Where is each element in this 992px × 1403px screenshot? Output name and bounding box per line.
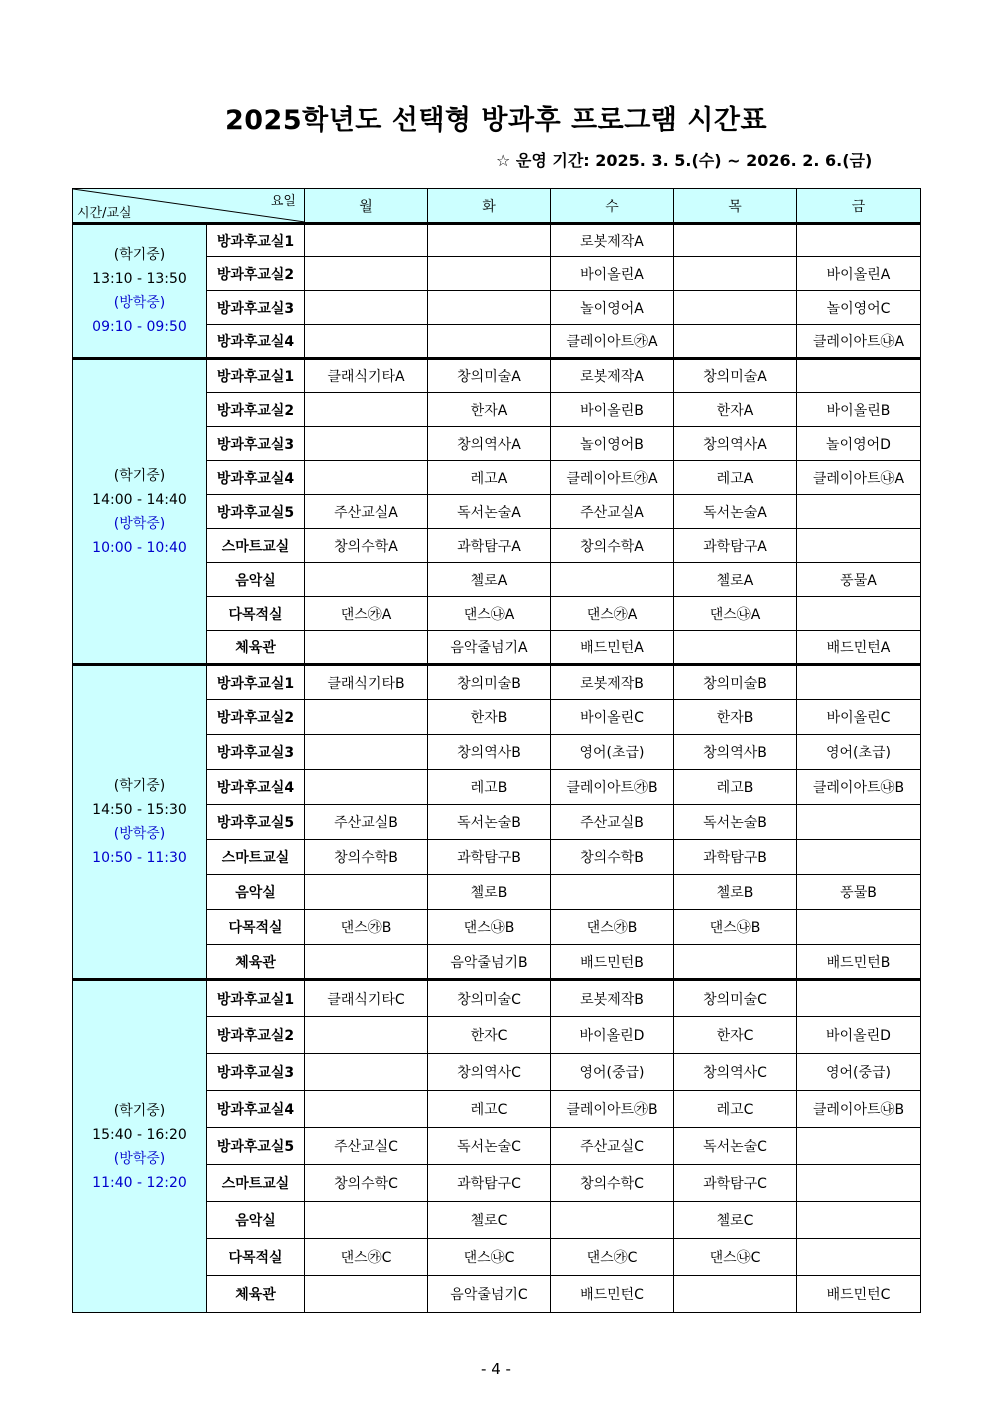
class-cell: 풍물B xyxy=(797,875,921,910)
semester-time: 14:50 - 15:30 xyxy=(92,802,187,818)
class-cell: 첼로A xyxy=(428,563,551,597)
class-cell xyxy=(305,875,428,910)
class-cell: 창의역사C xyxy=(428,1054,551,1091)
room-name-cell: 다목적실 xyxy=(207,1239,305,1276)
vacation-label: (방학중) xyxy=(113,1150,166,1167)
class-cell: 로봇제작B xyxy=(551,980,674,1017)
class-cell: 창의수학B xyxy=(551,840,674,875)
class-cell xyxy=(797,840,921,875)
class-cell: 바이올린A xyxy=(551,257,674,291)
class-cell: 로봇제작A xyxy=(551,224,674,257)
day-header-fri: 금 xyxy=(797,189,921,224)
corner-time-room-label: 시간/교실 xyxy=(77,206,132,221)
class-cell: 첼로C xyxy=(428,1202,551,1239)
class-cell: 댄스㉮B xyxy=(551,910,674,945)
class-cell xyxy=(674,257,797,291)
class-cell: 바이올린C xyxy=(551,700,674,735)
class-cell: 클레이아트㉯B xyxy=(797,770,921,805)
class-cell: 과학탐구C xyxy=(674,1165,797,1202)
class-cell xyxy=(305,1017,428,1054)
class-cell xyxy=(674,945,797,980)
class-cell: 창의역사B xyxy=(428,735,551,770)
class-cell: 클레이아트㉮B xyxy=(551,770,674,805)
class-cell xyxy=(674,631,797,665)
room-name-cell: 방과후교실3 xyxy=(207,427,305,461)
class-cell: 클레이아트㉮B xyxy=(551,1091,674,1128)
class-cell: 창의미술A xyxy=(674,359,797,393)
class-cell xyxy=(305,735,428,770)
vacation-time: 09:10 - 09:50 xyxy=(92,319,187,335)
day-header-thu: 목 xyxy=(674,189,797,224)
class-cell: 댄스㉯A xyxy=(674,597,797,631)
room-name-cell: 음악실 xyxy=(207,875,305,910)
vacation-time: 11:40 - 12:20 xyxy=(92,1174,187,1191)
class-cell: 과학탐구C xyxy=(428,1165,551,1202)
class-cell: 배드민턴A xyxy=(797,631,921,665)
room-name-cell: 방과후교실5 xyxy=(207,1128,305,1165)
class-cell: 주산교실A xyxy=(305,495,428,529)
time-slot-cell xyxy=(73,359,207,665)
class-cell: 과학탐구B xyxy=(674,840,797,875)
class-cell xyxy=(551,875,674,910)
class-cell xyxy=(305,393,428,427)
class-cell: 한자A xyxy=(428,393,551,427)
room-name-cell: 방과후교실2 xyxy=(207,393,305,427)
semester-label: (학기중) xyxy=(113,1102,166,1119)
class-cell: 첼로B xyxy=(674,875,797,910)
class-cell xyxy=(797,1239,921,1276)
schedule-row xyxy=(73,665,921,700)
class-cell: 창의역사B xyxy=(674,735,797,770)
class-cell: 영어(초급) xyxy=(551,735,674,770)
class-cell: 창의미술A xyxy=(428,359,551,393)
corner-day-label: 요일 xyxy=(270,194,296,209)
class-cell: 음악줄넘기C xyxy=(428,1276,551,1313)
class-cell: 바이올린B xyxy=(551,393,674,427)
class-cell: 풍물A xyxy=(797,563,921,597)
class-cell: 놀이영어B xyxy=(551,427,674,461)
room-name-cell: 방과후교실1 xyxy=(207,224,305,257)
room-name-cell: 다목적실 xyxy=(207,597,305,631)
class-cell: 로봇제작A xyxy=(551,359,674,393)
schedule-row xyxy=(73,359,921,393)
room-name-cell: 체육관 xyxy=(207,631,305,665)
class-cell: 한자C xyxy=(428,1017,551,1054)
room-name-cell: 방과후교실1 xyxy=(207,665,305,700)
class-cell: 주산교실C xyxy=(551,1128,674,1165)
class-cell xyxy=(428,325,551,359)
class-cell: 한자B xyxy=(674,700,797,735)
class-cell: 댄스㉮A xyxy=(305,597,428,631)
class-cell: 배드민턴C xyxy=(551,1276,674,1313)
room-name-cell: 스마트교실 xyxy=(207,840,305,875)
day-header-wed: 수 xyxy=(551,189,674,224)
room-name-cell: 음악실 xyxy=(207,563,305,597)
room-name-cell: 방과후교실5 xyxy=(207,495,305,529)
page-number: - 4 - xyxy=(481,1360,511,1378)
class-cell: 창의미술B xyxy=(674,665,797,700)
class-cell xyxy=(674,325,797,359)
class-cell xyxy=(305,291,428,325)
class-cell xyxy=(797,805,921,840)
day-header-mon: 월 xyxy=(305,189,428,224)
class-cell: 첼로B xyxy=(428,875,551,910)
class-cell: 영어(초급) xyxy=(797,735,921,770)
room-name-cell: 스마트교실 xyxy=(207,1165,305,1202)
class-cell xyxy=(797,665,921,700)
class-cell: 창의역사A xyxy=(428,427,551,461)
class-cell: 레고B xyxy=(674,770,797,805)
class-cell: 레고C xyxy=(428,1091,551,1128)
schedule-table xyxy=(72,188,921,1313)
class-cell xyxy=(797,1128,921,1165)
operation-period: ☆ 운영 기간: 2025. 3. 5.(수) ~ 2026. 2. 6.(금) xyxy=(496,151,873,170)
class-cell xyxy=(305,631,428,665)
schedule-row xyxy=(73,224,921,257)
class-cell: 로봇제작B xyxy=(551,665,674,700)
class-cell: 클래식기타C xyxy=(305,980,428,1017)
room-name-cell: 방과후교실2 xyxy=(207,1017,305,1054)
class-cell xyxy=(674,1276,797,1313)
class-cell xyxy=(305,427,428,461)
class-cell: 음악줄넘기B xyxy=(428,945,551,980)
class-cell: 댄스㉮C xyxy=(305,1239,428,1276)
class-cell xyxy=(305,325,428,359)
class-cell: 댄스㉯C xyxy=(428,1239,551,1276)
class-cell xyxy=(797,980,921,1017)
class-cell: 주산교실C xyxy=(305,1128,428,1165)
class-cell: 주산교실B xyxy=(551,805,674,840)
room-name-cell: 방과후교실4 xyxy=(207,461,305,495)
semester-time: 13:10 - 13:50 xyxy=(92,271,187,287)
class-cell: 댄스㉮C xyxy=(551,1239,674,1276)
class-cell xyxy=(305,461,428,495)
class-cell: 배드민턴A xyxy=(551,631,674,665)
class-cell: 레고A xyxy=(428,461,551,495)
class-cell xyxy=(797,495,921,529)
class-cell: 과학탐구A xyxy=(428,529,551,563)
class-cell: 바이올린D xyxy=(551,1017,674,1054)
room-name-cell: 방과후교실2 xyxy=(207,257,305,291)
room-name-cell: 음악실 xyxy=(207,1202,305,1239)
class-cell xyxy=(305,1202,428,1239)
vacation-time: 10:50 - 11:30 xyxy=(92,850,187,866)
class-cell: 댄스㉯B xyxy=(674,910,797,945)
class-cell: 레고C xyxy=(674,1091,797,1128)
class-cell xyxy=(428,224,551,257)
class-cell: 바이올린C xyxy=(797,700,921,735)
class-cell: 클레이아트㉯A xyxy=(797,325,921,359)
class-cell xyxy=(305,770,428,805)
schedule-row xyxy=(73,980,921,1017)
class-cell: 창의수학B xyxy=(305,840,428,875)
class-cell: 레고A xyxy=(674,461,797,495)
corner-header-cell xyxy=(73,189,305,224)
class-cell: 한자C xyxy=(674,1017,797,1054)
room-name-cell: 방과후교실4 xyxy=(207,325,305,359)
class-cell xyxy=(305,257,428,291)
class-cell xyxy=(551,563,674,597)
class-cell xyxy=(797,910,921,945)
class-cell: 놀이영어A xyxy=(551,291,674,325)
room-name-cell: 방과후교실5 xyxy=(207,805,305,840)
room-name-cell: 방과후교실3 xyxy=(207,291,305,325)
class-cell: 음악줄넘기A xyxy=(428,631,551,665)
class-cell: 클레이아트㉯A xyxy=(797,461,921,495)
class-cell: 창의역사A xyxy=(674,427,797,461)
class-cell: 독서논술C xyxy=(428,1128,551,1165)
class-cell xyxy=(305,1276,428,1313)
class-cell: 창의미술C xyxy=(674,980,797,1017)
page-title: 2025학년도 선택형 방과후 프로그램 시간표 xyxy=(224,105,768,136)
class-cell: 영어(중급) xyxy=(797,1054,921,1091)
class-cell xyxy=(797,359,921,393)
class-cell: 댄스㉮B xyxy=(305,910,428,945)
room-name-cell: 방과후교실1 xyxy=(207,359,305,393)
semester-time: 14:00 - 14:40 xyxy=(92,491,187,508)
class-cell xyxy=(305,563,428,597)
class-cell xyxy=(305,1054,428,1091)
vacation-label: (방학중) xyxy=(113,826,166,842)
room-name-cell: 방과후교실4 xyxy=(207,1091,305,1128)
room-name-cell: 체육관 xyxy=(207,1276,305,1313)
class-cell: 창의수학A xyxy=(551,529,674,563)
class-cell: 주산교실A xyxy=(551,495,674,529)
class-cell: 클래식기타A xyxy=(305,359,428,393)
class-cell: 독서논술A xyxy=(674,495,797,529)
room-name-cell: 방과후교실3 xyxy=(207,735,305,770)
class-cell: 창의역사C xyxy=(674,1054,797,1091)
class-cell xyxy=(797,1202,921,1239)
class-cell: 클래식기타B xyxy=(305,665,428,700)
room-name-cell: 방과후교실4 xyxy=(207,770,305,805)
class-cell xyxy=(797,597,921,631)
class-cell xyxy=(797,224,921,257)
time-slot-cell xyxy=(73,224,207,359)
room-name-cell: 방과후교실1 xyxy=(207,980,305,1017)
class-cell: 놀이영어C xyxy=(797,291,921,325)
vacation-label: (방학중) xyxy=(113,515,166,532)
class-cell: 바이올린D xyxy=(797,1017,921,1054)
class-cell: 창의수학C xyxy=(551,1165,674,1202)
class-cell: 바이올린B xyxy=(797,393,921,427)
room-name-cell: 스마트교실 xyxy=(207,529,305,563)
class-cell: 클레이아트㉮A xyxy=(551,325,674,359)
class-cell xyxy=(428,291,551,325)
room-name-cell: 다목적실 xyxy=(207,910,305,945)
class-cell: 배드민턴B xyxy=(797,945,921,980)
time-slot-cell xyxy=(73,665,207,980)
class-cell: 과학탐구B xyxy=(428,840,551,875)
class-cell xyxy=(428,257,551,291)
room-name-cell: 방과후교실2 xyxy=(207,700,305,735)
class-cell: 배드민턴B xyxy=(551,945,674,980)
class-cell: 독서논술B xyxy=(428,805,551,840)
class-cell: 창의미술C xyxy=(428,980,551,1017)
class-cell: 클레이아트㉯B xyxy=(797,1091,921,1128)
class-cell xyxy=(674,291,797,325)
class-cell: 창의수학C xyxy=(305,1165,428,1202)
time-slot-cell xyxy=(73,980,207,1313)
class-cell xyxy=(551,1202,674,1239)
semester-label: (학기중) xyxy=(113,467,166,484)
class-cell: 배드민턴C xyxy=(797,1276,921,1313)
class-cell: 댄스㉯A xyxy=(428,597,551,631)
class-cell: 창의미술B xyxy=(428,665,551,700)
room-name-cell: 체육관 xyxy=(207,945,305,980)
class-cell xyxy=(797,1165,921,1202)
header-row xyxy=(73,189,921,224)
class-cell: 레고B xyxy=(428,770,551,805)
class-cell: 댄스㉮A xyxy=(551,597,674,631)
class-cell: 놀이영어D xyxy=(797,427,921,461)
class-cell: 한자B xyxy=(428,700,551,735)
class-cell: 독서논술C xyxy=(674,1128,797,1165)
class-cell: 과학탐구A xyxy=(674,529,797,563)
semester-label: (학기중) xyxy=(113,247,166,263)
class-cell: 창의수학A xyxy=(305,529,428,563)
class-cell: 한자A xyxy=(674,393,797,427)
class-cell xyxy=(797,529,921,563)
class-cell: 첼로C xyxy=(674,1202,797,1239)
day-header-tue: 화 xyxy=(428,189,551,224)
class-cell xyxy=(305,224,428,257)
class-cell xyxy=(305,945,428,980)
semester-label: (학기중) xyxy=(113,778,166,794)
class-cell: 독서논술B xyxy=(674,805,797,840)
class-cell: 첼로A xyxy=(674,563,797,597)
class-cell: 영어(중급) xyxy=(551,1054,674,1091)
class-cell: 댄스㉯C xyxy=(674,1239,797,1276)
room-name-cell: 방과후교실3 xyxy=(207,1054,305,1091)
class-cell xyxy=(674,224,797,257)
class-cell: 댄스㉯B xyxy=(428,910,551,945)
class-cell xyxy=(305,1091,428,1128)
vacation-label: (방학중) xyxy=(113,295,166,311)
class-cell: 바이올린A xyxy=(797,257,921,291)
class-cell: 클레이아트㉮A xyxy=(551,461,674,495)
semester-time: 15:40 - 16:20 xyxy=(92,1126,187,1143)
vacation-time: 10:00 - 10:40 xyxy=(92,539,187,556)
class-cell: 주산교실B xyxy=(305,805,428,840)
class-cell xyxy=(305,700,428,735)
class-cell: 독서논술A xyxy=(428,495,551,529)
